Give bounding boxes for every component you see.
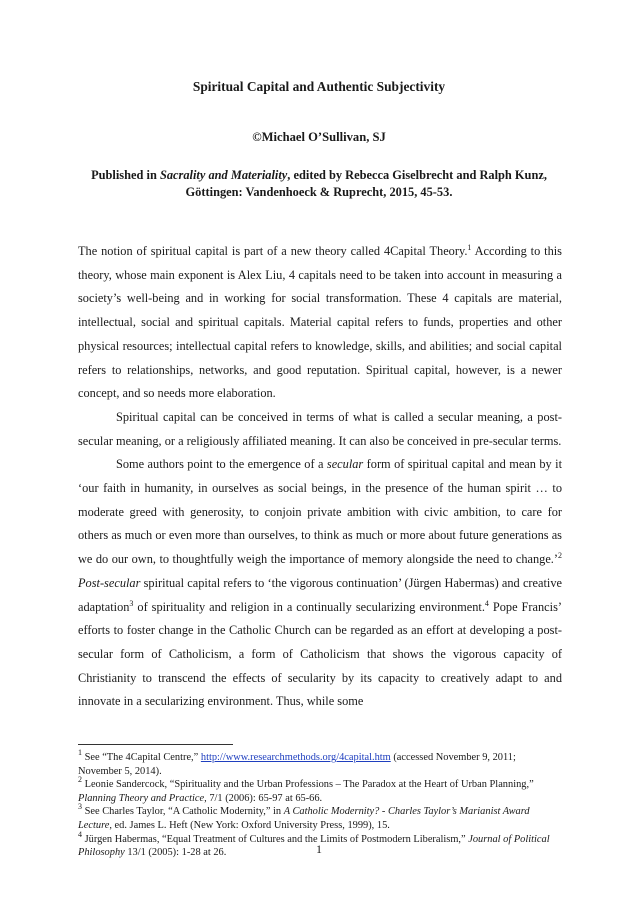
publication-book-title: Sacrality and Materiality [159, 168, 288, 182]
document-title: Spiritual Capital and Authentic Subjectivity [192, 79, 446, 94]
page-number: 1 [316, 842, 322, 856]
paragraph-text: According to this theory, whose main exponent is Alex Liu, 4 capitals need to be taken into account in measuring a society’s well-being and in working for social transformation. These 4 capitals are material, intellectual, social and spiritual capitals. Material capital refers to funds, properties and other physical resources; intellectual capital refers to knowledge, skills, and abilities; and social capital refers to relationships, networks, and good reputation. Spiritual capital, however, is a newer concept, and so needs more elaboration. [78, 244, 562, 401]
paragraph-text: Pope Francis’ efforts to foster change in the Catholic Church can be regarded as an effort at developing a post-secular form of Catholicism, a form of Catholicism that shows the vigorous capacity of Christianity to transcend the effects of secularity by its capacity to creatively adapt to and innovate in a secularizing environment. Thus, while some [78, 599, 562, 709]
footnote-ref-4: 4 [484, 598, 489, 608]
paragraph-text: spiritual capital refers to ‘the vigorous continuation’ (Jürgen Habermas) and creative adaptation [78, 575, 562, 614]
paragraph-text: Some authors point to the emergence of a [116, 457, 327, 472]
publication-imprint: Göttingen: Vandenhoeck & Ruprecht, 2015, 45-53. [185, 185, 453, 199]
body-text [78, 240, 562, 714]
footnote-ref-2: 2 [558, 551, 562, 561]
footnote-text: Leonie Sandercock, “Spirituality and the Urban Professions – The Paradox at the Heart of Urban Planning,” [82, 779, 534, 791]
footnote-number: 3 [78, 802, 82, 812]
footnote-3 [78, 802, 562, 832]
footnote-number: 2 [78, 775, 82, 785]
footnote-number: 1 [78, 748, 82, 757]
paragraph-text: form of spiritual capital and mean by it ‘our faith in humanity, in ourselves as social beings, in the presence of the human spirit … to moderate greed with generosity, to conjoin private ambition with civic ambition, to care for others as much or even more than ourselves, to think as much or more about future generations as we do our own, to thoughtfully weigh the importance of memory alongside the need to change.’ [78, 457, 563, 567]
footnote-number: 4 [78, 829, 82, 839]
emphasis-secular: secular [326, 457, 364, 472]
publication-info [70, 167, 568, 201]
paragraph-3 [78, 453, 562, 714]
footnote-text: (accessed November 9, 2011; November 5, 2014). [78, 752, 516, 777]
paragraph-text: The notion of spiritual capital is part of a new theory called 4Capital Theory. [78, 244, 468, 258]
emphasis-post-secular: Post-secular [78, 575, 141, 590]
footnote-link[interactable]: http://www.researchmethods.org/4capital.htm [200, 752, 391, 763]
paragraph-2: Spiritual capital can be conceived in terms of what is called a secular meaning, a post-secular meaning, or a religiously affiliated meaning. It can also be conceived in pre-secular terms. [78, 409, 562, 448]
footnote-2 [78, 775, 562, 805]
publication-editors: , edited by Rebecca Giselbrecht and Ralph Kunz, [287, 168, 547, 182]
footnote-text: 13/1 (2005): 1-28 at 26. [124, 847, 227, 859]
author-line: ©Michael O’Sullivan, SJ [252, 130, 386, 144]
footnote-book: A Catholic Modernity? - Charles Taylor’s Marianist Award Lecture [78, 806, 530, 831]
footnote-separator [78, 744, 233, 745]
footnote-journal: Planning Theory and Practice, [78, 792, 207, 804]
publication-prefix: Published in [91, 168, 160, 182]
paragraph-text: of spirituality and religion in a continually secularizing environment. [133, 599, 485, 614]
footnote-ref-3: 3 [129, 598, 134, 608]
footnote-text: Jürgen Habermas, “Equal Treatment of Cultures and the Limits of Postmodern Liberalism,” [82, 833, 469, 845]
footnote-journal: Journal of Political Philosophy [78, 833, 550, 859]
footnote-1 [78, 748, 562, 778]
footnote-text: See Charles Taylor, “A Catholic Modernity,” in [82, 806, 284, 818]
footnote-ref-1: 1 [467, 243, 472, 252]
footnote-text: See “The 4Capital Centre,” [82, 752, 201, 763]
paragraph-1 [78, 240, 562, 406]
footnote-text: 7/1 (2006): 65-97 at 65-66. [206, 792, 323, 804]
footnote-text: , ed. James L. Heft (New York: Oxford University Press, 1999), 15. [109, 819, 390, 831]
